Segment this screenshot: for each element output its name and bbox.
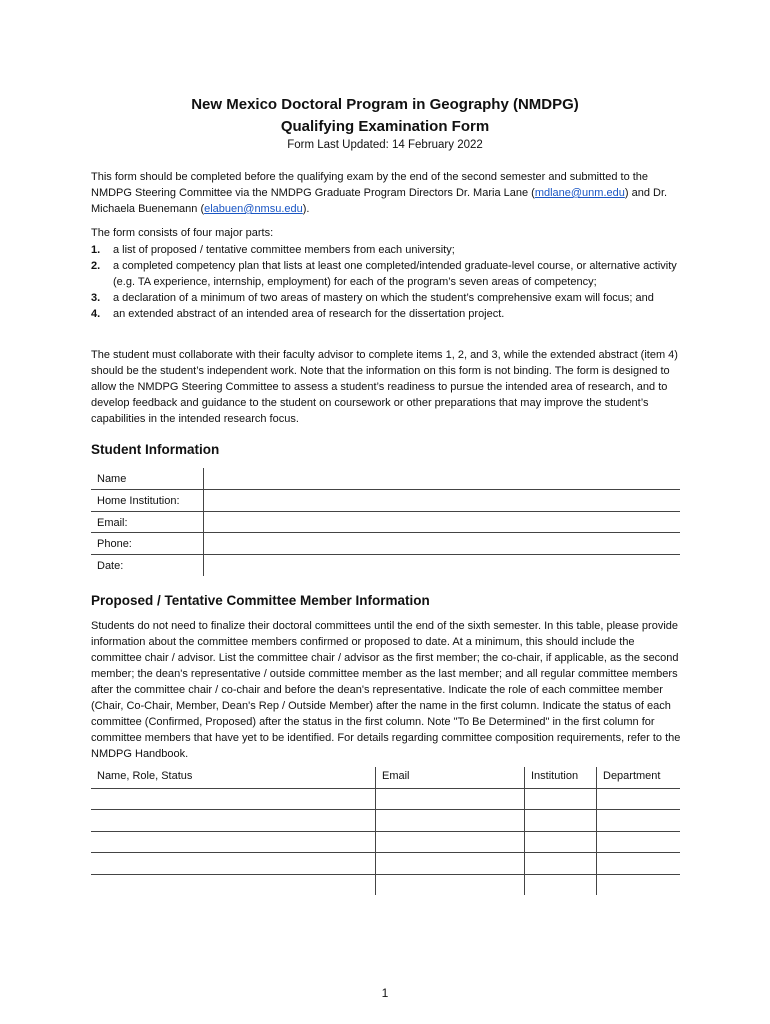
home-institution-row[interactable] (91, 490, 680, 512)
intro-text: This form should be completed before the qualifying exam by the end of the second semester and submitted to the NMDPG Steering Committee via the NMDPG Graduate Program Directors Dr. Maria Lane ( (91, 171, 649, 199)
intro-paragraph (91, 169, 681, 217)
list-number: 2. (91, 260, 101, 272)
list-item (91, 242, 681, 258)
column-header-department: Department (603, 770, 661, 782)
student-name-row[interactable] (91, 468, 680, 490)
list-item-text: a list of proposed / tentative committee members from each university; (113, 244, 455, 256)
column-header-institution: Institution (531, 770, 579, 782)
email-label: Email: (97, 516, 128, 529)
form-title: New Mexico Doctoral Program in Geography (NMDPG) (191, 96, 579, 113)
list-item-text: a declaration of a minimum of two areas of mastery on which the student’s comprehensive exam will focus; and (113, 292, 654, 304)
table-row[interactable] (91, 831, 680, 832)
phone-label: Phone: (97, 538, 132, 551)
table-row[interactable] (91, 874, 680, 875)
michaela-buenemann-email-link[interactable]: elabuen@nmsu.edu (204, 203, 303, 215)
list-number: 3. (91, 292, 101, 304)
committee-description: Students do not need to finalize their doctoral committees until the end of the sixth semester. In this table, please provide information about the committee members confirmed or proposed to date. At a minimum, this should include the committee chair / advisor. List the committee chair / advisor as the first member; the co-chair, if applicable, as the second member; the dean's representative / outside committee member as the last member; and all regular committee members after the committee chair / co-chair and before the dean's representative. Indicate the role of each committee member (Chair, Co-Chair, Member, Dean's Rep / Outside Member) after the name in the first column. Indicate the status of each committee (Confirmed, Proposed) after the status in the first column. Note "To Be Determined" in the first column for committee members that have yet to be identified. For details regarding committee composition requirements, refer to the NMDPG Handbook. (91, 620, 681, 760)
page-number: 1 (381, 986, 389, 1000)
parts-lead: The form consists of four major parts: (91, 227, 274, 239)
intro-text-end: ). (302, 203, 310, 215)
form-subtitle: Qualifying Examination Form (280, 118, 490, 135)
home-institution-label: Home Institution: (97, 494, 180, 507)
table-row[interactable] (91, 809, 680, 810)
list-item (91, 306, 681, 322)
collaboration-paragraph: The student must collaborate with their faculty advisor to complete items 1, 2, and 3, while the extended abstract (item 4) should be the student’s independent work. Note that the information on this form is not binding. The form is designed to allow the NMDPG Steering Committee to assess a student’s readiness to pursue the intended area of research, and to develop feedback and guidance to the student on coursework or other preparations that may improve the student’s capabilities in the intended research focus. (91, 349, 678, 425)
student-name-label: Name (97, 473, 127, 485)
student-information-table (91, 468, 680, 577)
column-header-email: Email (382, 770, 410, 782)
email-row[interactable] (91, 512, 680, 534)
student-information-heading: Student Information (91, 442, 220, 457)
committee-heading: Proposed / Tentative Committee Member Information (91, 593, 430, 608)
list-number: 1. (91, 244, 101, 256)
list-number: 4. (91, 308, 101, 320)
intro-text-middle: ) and Dr. Michaela Buenemann ( (91, 187, 668, 215)
list-item (91, 290, 681, 306)
phone-row[interactable] (91, 533, 680, 555)
list-item (91, 258, 681, 290)
date-label: Date: (97, 560, 124, 573)
column-header-name-role-status: Name, Role, Status (97, 770, 193, 782)
student-table-divider (203, 468, 204, 576)
form-last-updated: Form Last Updated: 14 February 2022 (287, 139, 483, 151)
committee-header-rule (91, 788, 680, 789)
table-row[interactable] (91, 852, 680, 853)
date-row[interactable] (91, 555, 680, 577)
list-item-text: an extended abstract of an intended area of research for the dissertation project. (113, 308, 505, 320)
parts-list (91, 242, 681, 322)
list-item-text: a completed competency plan that lists at least one completed/intended graduate-level course, or alternative activity (e.g. TA experience, internship, employment) for each of the program’s seven areas of competency; (113, 260, 677, 288)
maria-lane-email-link[interactable]: mdlane@unm.edu (534, 187, 625, 199)
